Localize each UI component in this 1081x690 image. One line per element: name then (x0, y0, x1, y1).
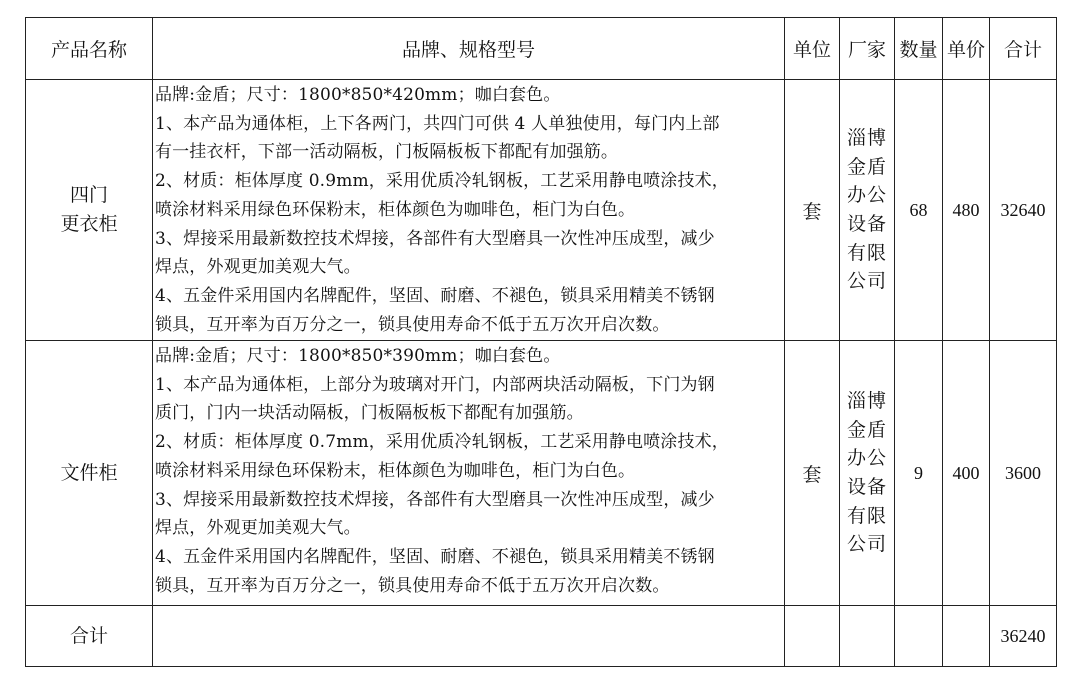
quantity-cell: 9 (895, 341, 943, 606)
manufacturer-line: 金盾 (846, 418, 887, 441)
spec-line: 质门，门内一块活动隔板，门板隔板板下都配有加强筋。 (155, 403, 584, 424)
quantity-cell: 68 (895, 80, 943, 341)
summary-empty-cell (943, 606, 990, 667)
table-row (26, 341, 1057, 606)
product-name-cell (26, 80, 153, 341)
product-name-line: 文件柜 (60, 461, 118, 484)
spec-line: 1、本产品为通体柜，上部分为玻璃对开门，内部两块活动隔板，下门为钢 (155, 374, 715, 395)
summary-row (26, 606, 1057, 667)
manufacturer-line: 设备 (846, 476, 887, 498)
spec-line: 3、焊接采用最新数控技术焊接，各部件有大型磨具一次性冲压成型，减少 (155, 228, 715, 249)
grand-total-cell: 36240 (990, 606, 1057, 667)
unit-price-cell: 480 (943, 80, 990, 341)
manufacturer-line: 办公 (846, 184, 887, 207)
spec-line: 品牌:金盾；尺寸：1800*850*390mm；咖白套色。 (155, 346, 561, 366)
product-name-line: 四门 (69, 184, 108, 206)
header-brand-spec: 品牌、规格型号 (153, 18, 785, 80)
header-unit: 单位 (785, 18, 840, 80)
header-row (26, 18, 1057, 80)
spec-line: 2、材质：柜体厚度 0.9mm，采用优质冷轧钢板，工艺采用静电喷涂技术， (155, 171, 729, 192)
unit-price-cell: 400 (943, 341, 990, 606)
spec-line: 品牌:金盾；尺寸：1800*850*420mm；咖白套色。 (155, 85, 561, 105)
spec-line: 焊点，外观更加美观大气。 (155, 518, 361, 539)
spec-line: 喷涂材料采用绿色环保粉末，柜体颜色为咖啡色，柜门为白色。 (155, 460, 636, 481)
spec-cell (153, 341, 785, 606)
summary-label: 合计 (26, 606, 153, 667)
summary-empty-cell (840, 606, 895, 667)
spec-line: 锁具，互开率为百万分之一，锁具使用寿命不低于五万次开启次数。 (155, 314, 670, 335)
manufacturer-cell (840, 341, 895, 606)
line-total-cell: 32640 (990, 80, 1057, 341)
header-quantity: 数量 (895, 18, 943, 80)
manufacturer-line: 公司 (846, 533, 887, 556)
spec-line: 1、本产品为通体柜，上下各两门，共四门可供 4 人单独使用，每门内上部 (155, 113, 720, 134)
spec-line: 4、五金件采用国内名牌配件，坚固、耐磨、不褪色，锁具采用精美不锈钢 (155, 285, 715, 306)
manufacturer-cell (840, 80, 895, 341)
product-name-line: 更衣柜 (60, 213, 118, 235)
manufacturer-line: 设备 (846, 213, 887, 235)
header-unit-price: 单价 (943, 18, 990, 80)
spec-line: 4、五金件采用国内名牌配件，坚固、耐磨、不褪色，锁具采用精美不锈钢 (155, 546, 715, 567)
unit-cell: 套 (785, 341, 840, 606)
manufacturer-line: 金盾 (846, 155, 887, 178)
manufacturer-line: 淄博 (846, 126, 887, 149)
spec-line: 2、材质：柜体厚度 0.7mm，采用优质冷轧钢板，工艺采用静电喷涂技术， (155, 432, 729, 453)
manufacturer-line: 有限 (846, 504, 887, 527)
spec-line: 有一挂衣杆，下部一活动隔板，门板隔板板下都配有加强筋。 (155, 142, 619, 163)
spec-cell (153, 80, 785, 341)
product-name-cell (26, 341, 153, 606)
header-manufacturer: 厂家 (840, 18, 895, 80)
manufacturer-line: 办公 (846, 447, 887, 470)
summary-empty-cell (895, 606, 943, 667)
unit-cell: 套 (785, 80, 840, 341)
summary-empty-cell (153, 606, 785, 667)
header-product-name: 产品名称 (26, 18, 153, 80)
manufacturer-line: 淄博 (846, 389, 887, 412)
spec-line: 喷涂材料采用绿色环保粉末，柜体颜色为咖啡色，柜门为白色。 (155, 199, 636, 220)
spec-line: 3、焊接采用最新数控技术焊接，各部件有大型磨具一次性冲压成型，减少 (155, 489, 715, 510)
spec-line: 锁具，互开率为百万分之一，锁具使用寿命不低于五万次开启次数。 (155, 575, 670, 596)
table-row (26, 80, 1057, 341)
manufacturer-line: 公司 (846, 270, 887, 293)
spec-line: 焊点，外观更加美观大气。 (155, 257, 361, 278)
manufacturer-line: 有限 (846, 241, 887, 264)
line-total-cell: 3600 (990, 341, 1057, 606)
header-total: 合计 (990, 18, 1057, 80)
product-quote-table (25, 17, 1057, 667)
summary-empty-cell (785, 606, 840, 667)
